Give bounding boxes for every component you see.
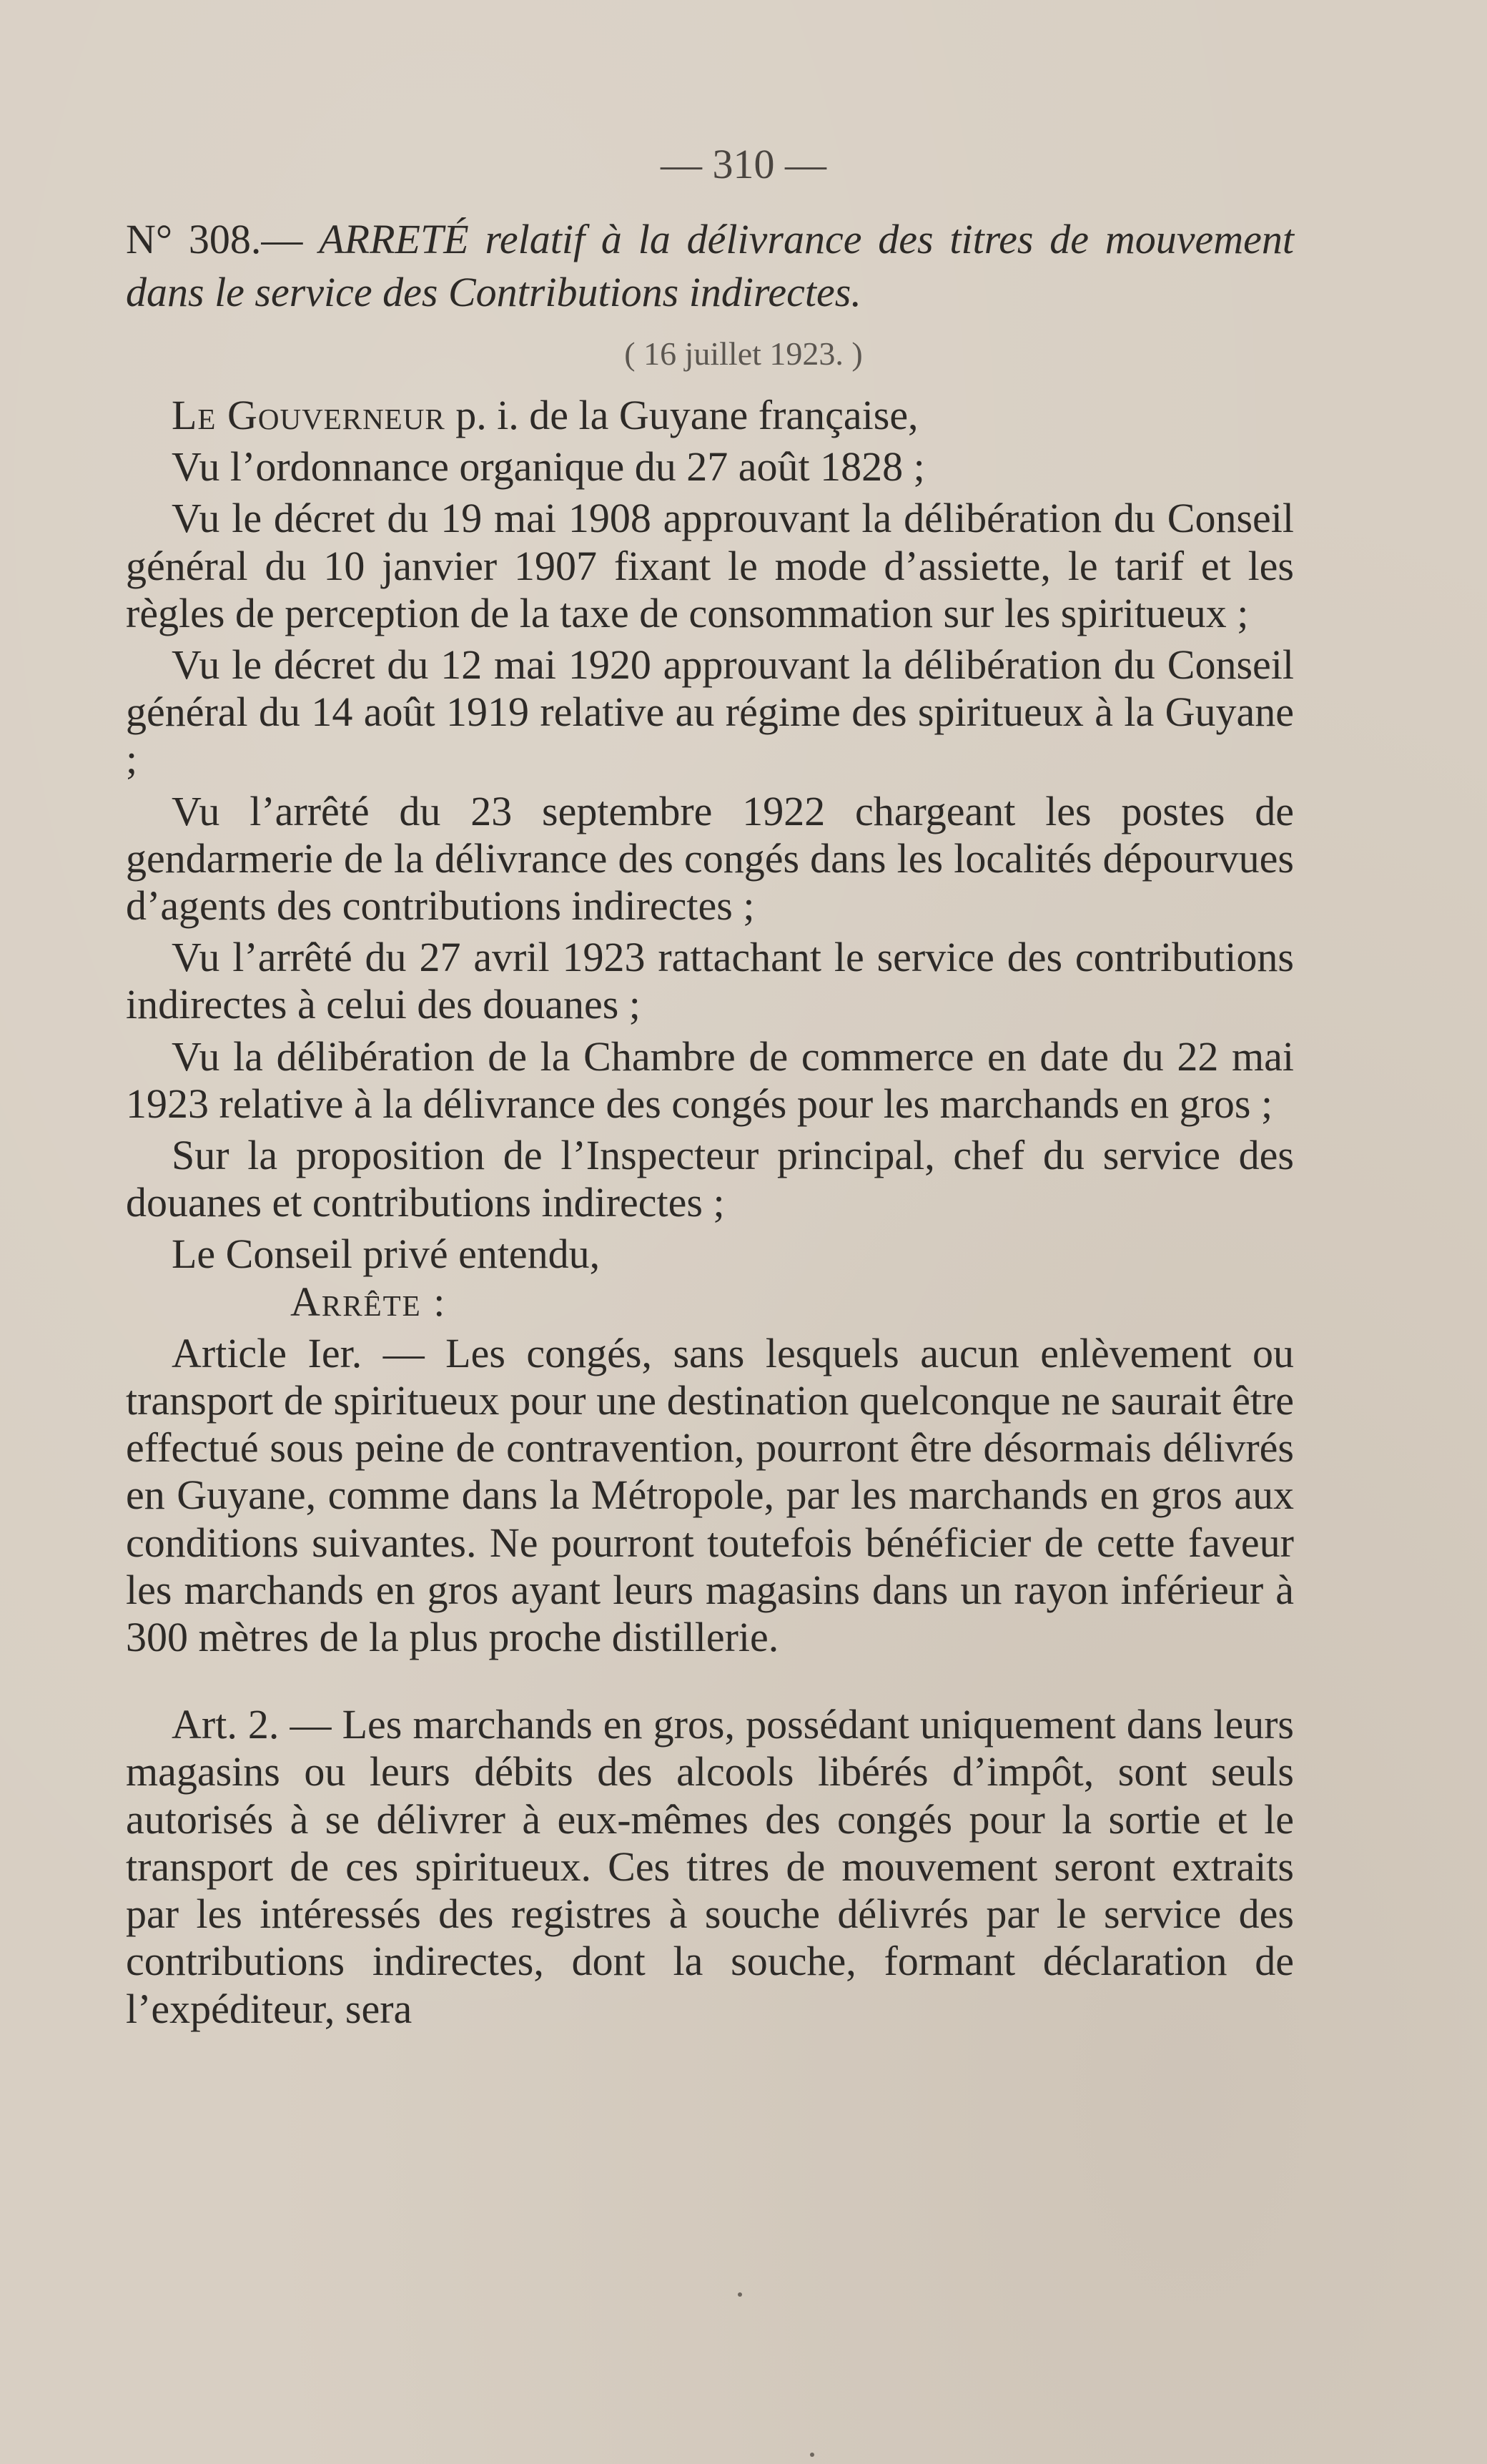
considerant-paragraph: Vu l’ordonnance organique du 27 août 1828 ; — [172, 443, 925, 491]
article-paragraph: Article Ier. — Les congés, sans lesquels aucun enlèvement ou transport de spiritueux pour une destination quelconque ne saurait être effectué sous peine de contravention, pourront être désormais délivrés en Guyane, comme dans la Métropole, par les marchands en gros aux conditions suivantes. Ne pourront toutefois bénéficier de cette faveur les marchands en gros ayant leurs magasins dans un rayon inférieur à 300 mètres de la plus proche distillerie. — [126, 1329, 1294, 1661]
considerant-paragraph: Vu l’arrêté du 27 avril 1923 rattachant le service des contributions indirectes à celui des douanes ; — [126, 934, 1294, 1028]
considerant-paragraph: Vu la délibération de la Chambre de commerce en date du 22 mai 1923 relative à la délivrance des congés pour les marchands en gros ; — [126, 1033, 1294, 1127]
decree-heading — [126, 213, 1294, 319]
decree-number: N° 308.— — [126, 216, 303, 262]
governor-rest: p. i. de la Guyane française, — [445, 392, 919, 438]
governor-line — [126, 392, 1294, 439]
decree-body — [126, 392, 1294, 2033]
page-number: — 310 — — [661, 141, 826, 187]
considerant-paragraph: Vu le décret du 19 mai 1908 approuvant la délibération du Conseil général du 10 janvier 1907 fixant le mode d’assiette, le tarif et les règles de perception de la taxe de consommation sur les spiritueux ; — [126, 495, 1294, 636]
ink-speck — [738, 2292, 742, 2297]
considerant-paragraph: Le Conseil privé entendu, — [172, 1231, 601, 1278]
decree-title: ARRETÉ relatif à la délivrance des titres de mouvement dans le service des Contributions indirectes. — [126, 216, 1294, 315]
governor-label: Le Gouverneur — [172, 392, 445, 438]
ink-speck — [810, 2453, 814, 2457]
considerant-paragraph: Sur la proposition de l’Inspecteur principal, chef du service des douanes et contributions indirectes ; — [126, 1132, 1294, 1226]
paragraph-gap — [126, 1661, 1294, 1701]
considerant-paragraph: Vu l’arrêté du 23 septembre 1922 chargeant les postes de gendarmerie de la délivrance des congés dans les localités dépourvues d’agents des contributions indirectes ; — [126, 787, 1294, 930]
decree-date: ( 16 juillet 1923. ) — [624, 335, 863, 372]
arrete-label: Arrête : — [290, 1278, 447, 1325]
article-paragraph: Art. 2. — Les marchands en gros, possédant uniquement dans leurs magasins ou leurs débits des alcools libérés d’impôt, sont seuls autorisés à se délivrer à eux-mêmes des congés pour la sortie et le transport de ces spiritueux. Ces titres de mouvement seront extraits par les intéressés des registres à souche délivrés par le service des contributions indirectes, dont la souche, formant déclaration de l’expéditeur, sera — [126, 1701, 1294, 2032]
considerant-paragraph: Vu le décret du 12 mai 1920 approuvant la délibération du Conseil général du 14 août 1919 relative au régime des spiritueux à la Guyane ; — [126, 641, 1294, 783]
